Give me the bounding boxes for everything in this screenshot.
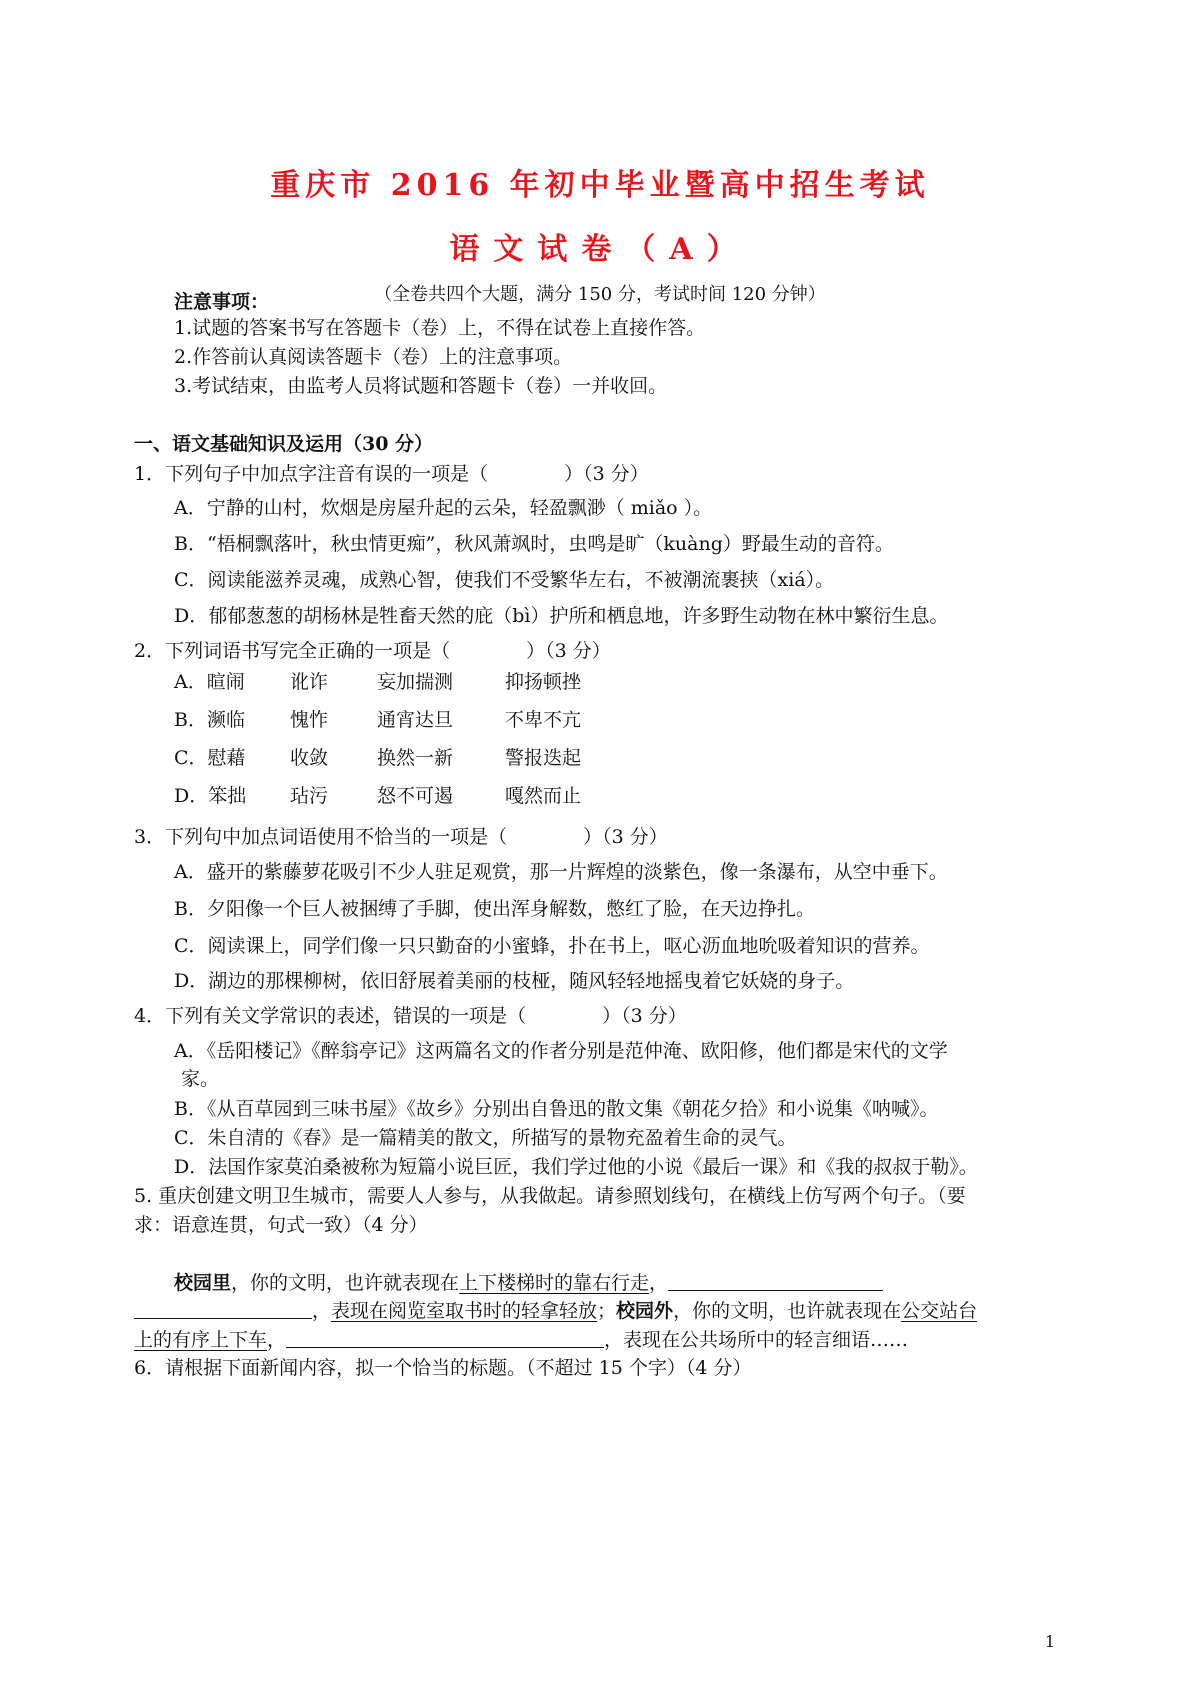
question-4-option-c: C．朱自清的《春》是一篇精美的散文，所描写的景物充盈着生命的灵气。 <box>174 1127 797 1149</box>
question-4-option-a: A．《岳阳楼记》《醉翁亭记》这两篇名文的作者分别是范仲淹、欧阳修，他们都是宋代的文学 <box>174 1040 948 1062</box>
question-1-stem: 1．下列句子中加点字注音有误的一项是（ ）（3 分） <box>134 463 649 485</box>
question-4-option-a-cont: 家。 <box>181 1068 220 1090</box>
question-1-option-c: C．阅读能滋养灵魂，成熟心智，使我们不受繁华左右，不被潮流裹挟（xiá）。 <box>174 569 835 591</box>
question-3-option-b: B．夕阳像一个巨人被捆缚了手脚，使出浑身解数，憋红了脸，在天边挣扎。 <box>174 898 815 920</box>
q2-row-b-word3: 通宵达旦 <box>377 709 454 731</box>
q2-row-a-word3: 妄加揣测 <box>377 671 454 693</box>
answer-blank-1[interactable] <box>668 1268 883 1291</box>
page-number: 1 <box>1044 1632 1055 1651</box>
question-4-option-d: D．法国作家莫泊桑被称为短篇小说巨匠，我们学过他的小说《最后一课》和《我的叔叔于勒》。 <box>174 1156 978 1178</box>
question-2-stem: 2．下列词语书写完全正确的一项是（ ）（3 分） <box>134 640 611 662</box>
passage-text: ， <box>649 1272 669 1294</box>
q2-row-b-word2: 愧怍 <box>290 709 329 731</box>
question-1-option-b: B．“梧桐飘落叶，秋虫情更痴”，秋风萧飒时，虫鸣是旷（kuàng）野最生动的音符。 <box>174 533 894 555</box>
passage-text: ，表现在公共场所中的轻言细语…… <box>604 1329 909 1351</box>
q2-row-a-word1: A．暄闹 <box>174 671 245 693</box>
model-sentence: 公交站台 <box>901 1300 978 1322</box>
question-3-option-c: C．阅读课上，同学们像一只只勤奋的小蜜蜂，扑在书上，呕心沥血地吮吸着知识的营养。 <box>174 935 930 957</box>
q2-row-c-word2: 收敛 <box>290 747 329 769</box>
notes-heading: 注意事项： <box>174 291 270 313</box>
note-item: 3.考试结束，由监考人员将试题和答题卡（卷）一并收回。 <box>174 375 668 397</box>
section-heading: 一、语文基础知识及运用（30 分） <box>134 433 434 455</box>
question-5-stem: 5. 重庆创建文明卫生城市，需要人人参与，从我做起。请参照划线句，在横线上仿写两个句子。（要 <box>134 1185 966 1207</box>
exam-title: 重庆市 2016 年初中毕业暨高中招生考试 <box>270 168 930 203</box>
exam-subject-title: 语文试卷（A） <box>449 232 751 267</box>
question-1-option-a: A．宁静的山村，炊烟是房屋升起的云朵，轻盈飘渺（ miǎo ）。 <box>174 497 713 519</box>
q2-row-d-word3: 怒不可遏 <box>377 785 454 807</box>
question-6-stem: 6．请根据下面新闻内容，拟一个恰当的标题。（不超过 15 个字）（4 分） <box>134 1357 752 1379</box>
question-3-option-a: A．盛开的紫藤萝花吸引不少人驻足观赏，那一片辉煌的淡紫色，像一条瀑布，从空中垂下。 <box>174 861 948 883</box>
answer-blank-1-cont[interactable] <box>134 1296 312 1319</box>
passage-text: ，你的文明，也许就表现在 <box>673 1300 902 1322</box>
question-4-stem: 4．下列有关文学常识的表述，错误的一项是（ ）（3 分） <box>134 1005 687 1027</box>
q2-row-a-word2: 讹诈 <box>290 671 329 693</box>
q2-row-b-word1: B．濒临 <box>174 709 245 731</box>
model-sentence: 上下楼梯时的靠右行走 <box>459 1272 650 1294</box>
q2-row-a-word4: 抑扬顿挫 <box>505 671 582 693</box>
q2-row-c-word1: C．慰藉 <box>174 747 246 769</box>
model-sentence: 表现在阅览室取书时的轻拿轻放 <box>331 1300 598 1322</box>
q2-row-d-word1: D．笨拙 <box>174 785 247 807</box>
q2-row-c-word3: 换然一新 <box>377 747 454 769</box>
passage-text: ； <box>597 1300 617 1322</box>
question-3-stem: 3．下列句中加点词语使用不恰当的一项是（ ）（3 分） <box>134 826 668 848</box>
passage-text: ， <box>312 1300 332 1322</box>
passage-text: ，你的文明，也许就表现在 <box>231 1272 460 1294</box>
answer-blank-2[interactable] <box>286 1325 604 1348</box>
question-5-stem-cont: 求：语意连贯，句式一致）（4 分） <box>134 1214 428 1236</box>
passage-keyword: 校园外 <box>616 1300 674 1322</box>
note-item: 2.作答前认真阅读答题卡（卷）上的注意事项。 <box>174 346 573 368</box>
exam-info: （全卷共四个大题，满分 150 分，考试时间 120 分钟） <box>374 284 826 305</box>
question-1-option-d: D．郁郁葱葱的胡杨林是牲畜天然的庇（bì）护所和栖息地，许多野生动物在林中繁衍生息。 <box>174 605 949 627</box>
q2-row-d-word2: 玷污 <box>290 785 329 807</box>
model-sentence: 上的有序上下车 <box>134 1329 268 1351</box>
note-item: 1.试题的答案书写在答题卡（卷）上，不得在试卷上直接作答。 <box>174 317 706 339</box>
question-4-option-b: B．《从百草园到三味书屋》《故乡》分别出自鲁迅的散文集《朝花夕拾》和小说集《呐喊》。 <box>174 1098 939 1120</box>
question-5-passage-line1 <box>174 1268 883 1297</box>
question-5-passage-line3 <box>134 1325 908 1354</box>
question-5-passage-line2 <box>134 1296 977 1325</box>
question-3-option-d: D．湖边的那棵柳树，依旧舒展着美丽的枝桠，随风轻轻地摇曳着它妖娆的身子。 <box>174 970 855 992</box>
passage-keyword: 校园里 <box>174 1272 232 1294</box>
q2-row-c-word4: 警报迭起 <box>505 747 582 769</box>
passage-text: ， <box>267 1329 287 1351</box>
q2-row-d-word4: 嘎然而止 <box>505 785 582 807</box>
q2-row-b-word4: 不卑不亢 <box>505 709 582 731</box>
